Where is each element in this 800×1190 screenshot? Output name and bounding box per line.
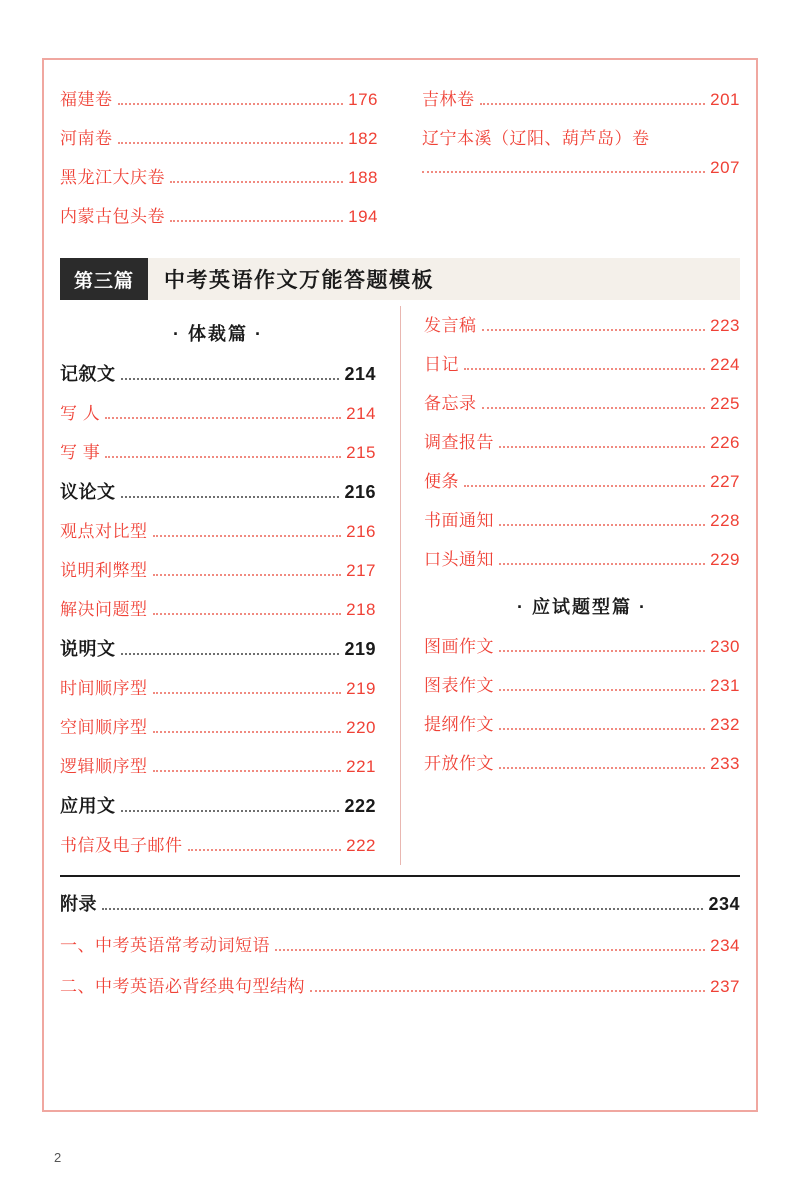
toc-entry[interactable] xyxy=(424,501,740,540)
toc-entry-label: 图表作文 xyxy=(424,676,494,695)
toc-entry-label: 逻辑顺序型 xyxy=(60,757,148,776)
leader-dots xyxy=(121,377,340,380)
toc-entry-page: 219 xyxy=(346,679,376,698)
toc-entry-page: 237 xyxy=(710,977,740,996)
toc-entry-label: 书面通知 xyxy=(424,511,494,530)
toc-entry-label: 观点对比型 xyxy=(60,522,148,541)
toc-entry-label: 黑龙江大庆卷 xyxy=(60,168,165,187)
toc-entry-page: 217 xyxy=(346,561,376,580)
toc-entry-label: 空间顺序型 xyxy=(60,718,148,737)
toc-entry-label: 议论文 xyxy=(60,482,116,502)
toc-entry-label: 图画作文 xyxy=(424,637,494,656)
leader-dots xyxy=(499,562,705,565)
toc-entry[interactable] xyxy=(424,705,740,744)
toc-entry-page: 225 xyxy=(710,394,740,413)
toc-entry-label: 内蒙古包头卷 xyxy=(60,207,165,226)
toc-entry-page: 218 xyxy=(346,600,376,619)
leader-dots xyxy=(170,180,343,183)
toc-entry[interactable] xyxy=(60,551,376,590)
toc-entry[interactable] xyxy=(60,80,378,119)
toc-entry[interactable] xyxy=(424,540,740,579)
provincial-papers-right-column xyxy=(400,80,740,236)
toc-entry[interactable] xyxy=(60,966,740,1007)
leader-dots xyxy=(121,809,340,812)
leader-dots xyxy=(121,652,340,655)
toc-entry[interactable] xyxy=(60,354,376,394)
toc-entry-page: 224 xyxy=(710,355,740,374)
toc-entry-page: 227 xyxy=(710,472,740,491)
toc-entry[interactable] xyxy=(60,158,378,197)
toc-entry[interactable] xyxy=(60,925,740,966)
toc-entry[interactable] xyxy=(60,197,378,236)
toc-entry-label: 附录 xyxy=(60,894,97,914)
leader-dots xyxy=(482,406,706,409)
toc-entry-page: 228 xyxy=(710,511,740,530)
toc-entry-page: 234 xyxy=(708,894,740,914)
toc-entry[interactable] xyxy=(60,708,376,747)
toc-entry-label: 便条 xyxy=(424,472,459,491)
toc-entry-label: 辽宁本溪（辽阳、葫芦岛）卷 xyxy=(422,129,650,148)
toc-entry-label: 时间顺序型 xyxy=(60,679,148,698)
leader-dots xyxy=(102,907,703,910)
toc-entry[interactable] xyxy=(60,747,376,786)
leader-dots xyxy=(170,219,343,222)
section-heading-genre: · 体裁篇 · xyxy=(173,324,263,344)
leader-dots xyxy=(464,484,705,487)
toc-entry-page: 222 xyxy=(344,796,376,816)
leader-dots xyxy=(422,170,705,173)
toc-entry-label: 写 事 xyxy=(60,443,101,462)
toc-content xyxy=(42,58,758,1007)
toc-entry[interactable] xyxy=(60,786,376,826)
toc-entry-label: 一、中考英语常考动词短语 xyxy=(60,936,270,955)
toc-entry[interactable] xyxy=(424,666,740,705)
toc-entry-label: 解决问题型 xyxy=(60,600,148,619)
toc-entry[interactable] xyxy=(60,883,740,925)
toc-entry[interactable] xyxy=(422,80,740,119)
leader-dots xyxy=(499,523,705,526)
toc-entry-page: 214 xyxy=(344,364,376,384)
toc-entry-page: 182 xyxy=(348,129,378,148)
toc-entry-label: 二、中考英语必背经典句型结构 xyxy=(60,977,305,996)
leader-dots xyxy=(153,769,342,772)
toc-entry-page: 188 xyxy=(348,168,378,187)
toc-entry-page: 207 xyxy=(710,158,740,177)
part-title: 中考英语作文万能答题模板 xyxy=(164,269,435,292)
toc-entry-label: 书信及电子邮件 xyxy=(60,836,183,855)
toc-entry-label: 记叙文 xyxy=(60,364,116,384)
provincial-papers-section xyxy=(60,58,740,236)
toc-entry[interactable] xyxy=(60,472,376,512)
toc-entry-label: 写 人 xyxy=(60,404,101,423)
toc-entry-label: 提纲作文 xyxy=(424,715,494,734)
leader-dots xyxy=(153,612,342,615)
toc-entry[interactable] xyxy=(424,384,740,423)
toc-entry-page: 216 xyxy=(344,482,376,502)
toc-entry-page: 219 xyxy=(344,639,376,659)
templates-left-column xyxy=(60,306,400,865)
toc-entry-page: 215 xyxy=(346,443,376,462)
toc-entry-label: 应用文 xyxy=(60,796,116,816)
leader-dots xyxy=(499,766,705,769)
toc-entry-page: 220 xyxy=(346,718,376,737)
column-divider xyxy=(400,306,401,865)
leader-dots xyxy=(482,328,706,331)
toc-entry-label: 日记 xyxy=(424,355,459,374)
leader-dots xyxy=(118,102,344,105)
leader-dots xyxy=(464,367,705,370)
leader-dots xyxy=(499,688,705,691)
toc-entry-page: 222 xyxy=(346,836,376,855)
leader-dots xyxy=(275,948,705,951)
part-banner xyxy=(60,258,740,300)
toc-entry[interactable] xyxy=(60,512,376,551)
leader-dots xyxy=(105,416,341,419)
leader-dots xyxy=(499,649,705,652)
toc-entry-label: 河南卷 xyxy=(60,129,113,148)
section-heading-exam-type: · 应试题型篇 · xyxy=(517,597,647,617)
templates-section xyxy=(60,306,740,865)
toc-entry-page: 176 xyxy=(348,90,378,109)
toc-entry[interactable] xyxy=(60,394,376,433)
leader-dots xyxy=(105,455,341,458)
toc-entry[interactable] xyxy=(422,119,740,187)
toc-entry-page: 223 xyxy=(710,316,740,335)
appendix-section xyxy=(60,875,740,1007)
toc-entry-label: 说明利弊型 xyxy=(60,561,148,580)
toc-entry-label: 开放作文 xyxy=(424,754,494,773)
toc-entry[interactable] xyxy=(60,826,376,865)
toc-entry-page: 194 xyxy=(348,207,378,226)
leader-dots xyxy=(153,534,342,537)
leader-dots xyxy=(153,730,342,733)
leader-dots xyxy=(310,989,705,992)
toc-entry[interactable] xyxy=(60,669,376,708)
toc-entry-page: 233 xyxy=(710,754,740,773)
leader-dots xyxy=(153,691,342,694)
toc-entry-page: 221 xyxy=(346,757,376,776)
toc-entry[interactable] xyxy=(424,345,740,384)
toc-entry-page: 229 xyxy=(710,550,740,569)
toc-entry-page: 214 xyxy=(346,404,376,423)
toc-entry-page: 226 xyxy=(710,433,740,452)
toc-entry-label: 调查报告 xyxy=(424,433,494,452)
leader-dots xyxy=(188,848,342,851)
toc-entry-label: 吉林卷 xyxy=(422,90,475,109)
leader-dots xyxy=(121,495,340,498)
toc-entry[interactable] xyxy=(60,629,376,669)
toc-entry[interactable] xyxy=(424,627,740,666)
toc-entry[interactable] xyxy=(60,433,376,472)
toc-entry[interactable] xyxy=(424,744,740,783)
provincial-papers-left-column xyxy=(60,80,400,236)
toc-entry-page: 216 xyxy=(346,522,376,541)
toc-entry[interactable] xyxy=(60,119,378,158)
toc-entry[interactable] xyxy=(424,306,740,345)
toc-entry-label: 说明文 xyxy=(60,639,116,659)
toc-entry-page: 232 xyxy=(710,715,740,734)
toc-entry-page: 231 xyxy=(710,676,740,695)
leader-dots xyxy=(153,573,342,576)
toc-entry[interactable] xyxy=(60,590,376,629)
page-number: 2 xyxy=(54,1150,62,1165)
leader-dots xyxy=(499,445,705,448)
toc-entry-page: 230 xyxy=(710,637,740,656)
toc-entry[interactable] xyxy=(424,462,740,501)
leader-dots xyxy=(118,141,344,144)
toc-entry-label: 福建卷 xyxy=(60,90,113,109)
toc-entry-page: 234 xyxy=(710,936,740,955)
toc-entry-label: 口头通知 xyxy=(424,550,494,569)
leader-dots xyxy=(499,727,705,730)
toc-entry-label: 备忘录 xyxy=(424,394,477,413)
templates-right-column xyxy=(400,306,740,865)
leader-dots xyxy=(480,102,706,105)
part-tag: 第三篇 xyxy=(60,258,148,300)
toc-entry-page: 201 xyxy=(710,90,740,109)
toc-entry[interactable] xyxy=(424,423,740,462)
toc-entry-label: 发言稿 xyxy=(424,316,477,335)
